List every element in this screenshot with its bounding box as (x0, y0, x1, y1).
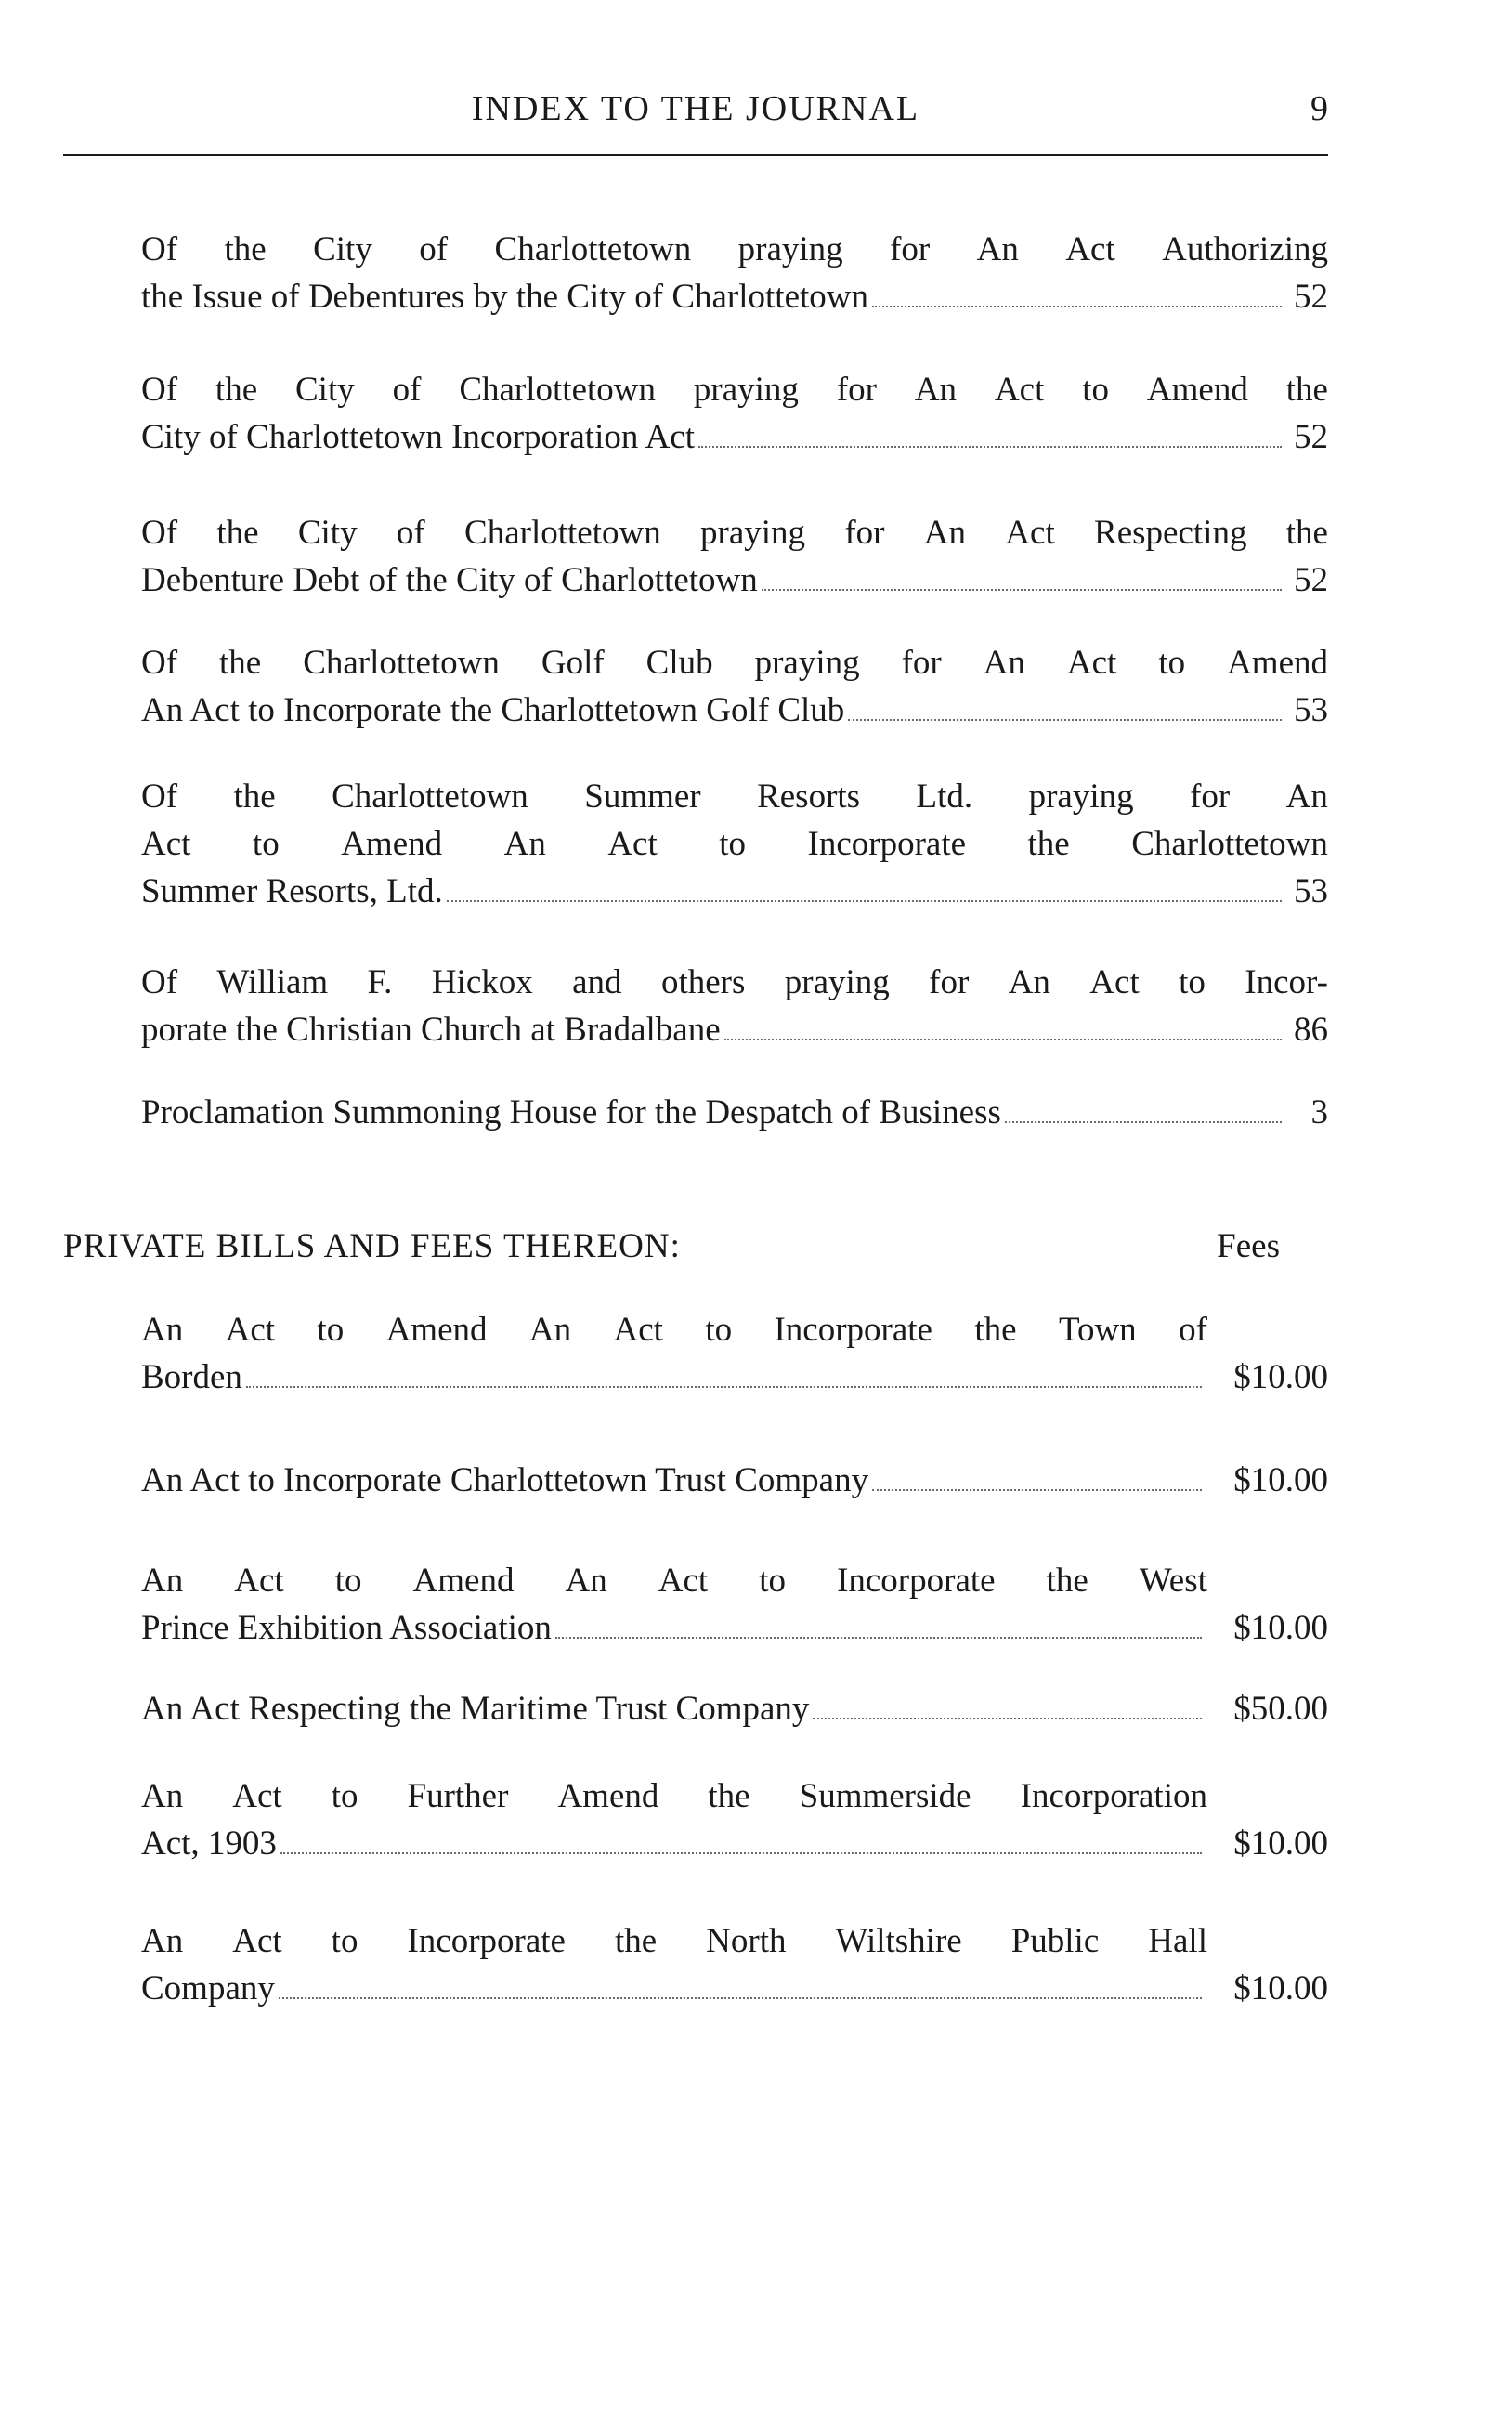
entry-line (141, 773, 1328, 820)
entry-word: the (219, 644, 262, 682)
entry-word: for (836, 371, 877, 409)
entry-word: Act (994, 371, 1045, 409)
entry-word: the (1027, 825, 1070, 863)
entry-word: An (141, 1562, 184, 1600)
entry-line (141, 1604, 1328, 1652)
entry-word: Act (658, 1562, 709, 1600)
entry-text: Borden (141, 1358, 242, 1396)
dot-leader (872, 1489, 1202, 1491)
dot-leader (872, 306, 1282, 307)
entry-word: An (565, 1562, 607, 1600)
entry-word: Charlottetown (303, 644, 500, 682)
entry-word: to (705, 1311, 733, 1349)
entry-word: of (396, 514, 425, 552)
entry-word: Charlottetown (464, 514, 661, 552)
index-entry-incorporation-act-amend (141, 366, 1328, 461)
index-entry-christian-church (141, 959, 1328, 1053)
entry-word: Act (1089, 963, 1140, 1001)
entry-word: An (983, 644, 1025, 682)
entry-word: praying (1028, 778, 1134, 816)
entry-line (141, 820, 1328, 868)
page-reference: 86 (1294, 1011, 1328, 1049)
entry-word: the (233, 778, 276, 816)
entry-word: to (759, 1562, 787, 1600)
entry-word: Wiltshire (835, 1922, 962, 1960)
entry-word: Amend (385, 1311, 488, 1349)
entry-word: An (141, 1922, 184, 1960)
entry-line (141, 686, 1328, 734)
entry-word: the (1285, 514, 1328, 552)
entry-word: others (660, 963, 746, 1001)
dot-leader (246, 1386, 1202, 1388)
entry-word: Resorts (757, 778, 861, 816)
index-entry-debenture-debt (141, 509, 1328, 604)
entry-word: of (392, 371, 422, 409)
entry-word: to (331, 1777, 358, 1815)
entry-line (141, 1820, 1328, 1867)
entry-word: Ltd. (916, 778, 973, 816)
entry-word: William (216, 963, 329, 1001)
entry-word: Authorizing (1162, 230, 1328, 268)
entry-word: Hall (1148, 1922, 1207, 1960)
page-reference: 52 (1294, 418, 1328, 456)
entry-word: Amend (1146, 371, 1248, 409)
entry-word: Incor- (1245, 963, 1328, 1001)
dot-leader (698, 446, 1282, 448)
entry-word: F. (367, 963, 393, 1001)
fee-amount: $10.00 (1233, 1358, 1328, 1396)
entry-word: for (1190, 778, 1231, 816)
entry-word: of (419, 230, 449, 268)
entry-word: Incorporate (774, 1311, 932, 1349)
entry-text: Debenture Debt of the City of Charlottetown (141, 561, 758, 599)
entry-word: Of (141, 371, 178, 409)
entry-word: the (224, 230, 267, 268)
entry-word: to (1082, 371, 1110, 409)
page-reference: 3 (1310, 1093, 1328, 1131)
entry-word: Summerside (799, 1777, 971, 1815)
entry-word: Act (1065, 230, 1115, 268)
entry-word: Act (234, 1562, 284, 1600)
entry-word: Act (225, 1311, 276, 1349)
fee-amount: $50.00 (1233, 1690, 1328, 1728)
entry-word: for (901, 644, 942, 682)
entry-word: Amend (557, 1777, 659, 1815)
entry-word: Amend (1227, 644, 1328, 682)
entry-text: Proclamation Summoning House for the Despatch of Business (141, 1093, 1001, 1131)
entry-word: Public (1010, 1922, 1100, 1960)
fees-column-label: Fees (1217, 1227, 1280, 1265)
entry-text: An Act to Incorporate Charlottetown Trust Company (141, 1461, 869, 1499)
index-entry-proclamation (141, 1089, 1328, 1136)
entry-word: to (719, 825, 747, 863)
entry-word: praying (784, 963, 890, 1001)
entry-word: Act (232, 1922, 282, 1960)
entry-word: Of (141, 644, 178, 682)
entry-word: Hickox (431, 963, 533, 1001)
entry-line (141, 1306, 1207, 1353)
entry-word: Act (141, 825, 191, 863)
entry-word: to (334, 1562, 362, 1600)
entry-word: An (141, 1311, 184, 1349)
section-heading-text: PRIVATE BILLS AND FEES THEREON: (63, 1227, 681, 1265)
dot-leader (555, 1637, 1202, 1639)
index-entry-summer-resorts (141, 773, 1328, 915)
entry-text: Summer Resorts, Ltd. (141, 872, 443, 910)
entry-word: North (706, 1922, 787, 1960)
entry-word: for (929, 963, 970, 1001)
entry-word: An (923, 514, 967, 552)
entry-word: Act (607, 825, 658, 863)
entry-word: Act (613, 1311, 663, 1349)
fee-amount: $10.00 (1233, 1609, 1328, 1647)
entry-word: the (1285, 371, 1328, 409)
entry-word: praying (700, 514, 806, 552)
header-rule (63, 154, 1328, 156)
entry-word: the (974, 1311, 1017, 1349)
dot-leader (813, 1718, 1202, 1719)
entry-line (141, 413, 1328, 461)
entry-word: Charlottetown (332, 778, 528, 816)
entry-line (141, 1772, 1207, 1820)
entry-word: Of (141, 514, 178, 552)
entry-line (141, 366, 1328, 413)
bill-entry-summerside-incorporation (141, 1772, 1328, 1867)
entry-text: An Act Respecting the Maritime Trust Company (141, 1690, 810, 1728)
entry-word: the (708, 1777, 750, 1815)
entry-word: the (1046, 1562, 1088, 1600)
entry-word: Further (407, 1777, 509, 1815)
entry-line (141, 1965, 1328, 2012)
dot-leader (280, 1852, 1202, 1854)
index-entry-debentures-authorizing (141, 226, 1328, 320)
entry-text: the Issue of Debentures by the City of Charlottetown (141, 278, 868, 316)
page-reference: 53 (1294, 872, 1328, 910)
entry-word: Of (141, 778, 178, 816)
dot-leader (279, 1997, 1202, 1999)
entry-word: to (252, 825, 280, 863)
dot-leader (848, 719, 1282, 721)
entry-word: praying (754, 644, 860, 682)
entry-word: Act (232, 1777, 282, 1815)
entry-word: Of (141, 230, 178, 268)
entry-word: praying (693, 371, 799, 409)
dot-leader (1005, 1121, 1282, 1123)
entry-word: Incorporate (807, 825, 967, 863)
entry-word: An (1285, 778, 1328, 816)
entry-word: An (1008, 963, 1050, 1001)
entry-line (141, 1353, 1328, 1401)
entry-word: An (914, 371, 958, 409)
entry-line (141, 868, 1328, 915)
entry-word: Act (1066, 644, 1117, 682)
entry-line (141, 959, 1328, 1006)
dot-leader (762, 589, 1282, 591)
entry-text: An Act to Incorporate the Charlottetown Golf Club (141, 691, 845, 729)
section-heading-private-bills (63, 1223, 1280, 1270)
dot-leader (724, 1039, 1282, 1040)
fee-amount: $10.00 (1233, 1969, 1328, 2007)
entry-word: for (844, 514, 885, 552)
entry-text: City of Charlottetown Incorporation Act (141, 418, 695, 456)
bill-entry-west-prince-exhibition (141, 1557, 1328, 1652)
entry-word: Charlottetown (494, 230, 692, 268)
entry-word: An (528, 1311, 572, 1349)
entry-word: Amend (412, 1562, 515, 1600)
entry-word: Charlottetown (1131, 825, 1328, 863)
page-reference: 53 (1294, 691, 1328, 729)
page-header (63, 88, 1328, 144)
fee-amount: $10.00 (1233, 1461, 1328, 1499)
entry-line (141, 226, 1328, 273)
page-reference: 52 (1294, 561, 1328, 599)
entry-word: and (572, 963, 622, 1001)
entry-line (141, 1457, 1328, 1504)
entry-word: to (1179, 963, 1206, 1001)
entry-word: Incorporation (1020, 1777, 1207, 1815)
entry-word: the (215, 371, 258, 409)
page-reference: 52 (1294, 278, 1328, 316)
entry-word: City (313, 230, 372, 268)
entry-word: to (331, 1922, 358, 1960)
entry-word: to (1158, 644, 1186, 682)
entry-word: An (976, 230, 1019, 268)
bill-entry-charlottetown-trust (141, 1457, 1328, 1504)
entry-word: Charlottetown (459, 371, 657, 409)
entry-line (141, 639, 1328, 686)
entry-word: to (317, 1311, 345, 1349)
index-entry-golf-club (141, 639, 1328, 734)
running-title: INDEX TO THE JOURNAL (471, 89, 920, 128)
entry-line (141, 556, 1328, 604)
entry-word: Amend (341, 825, 443, 863)
entry-word: Club (645, 644, 713, 682)
fee-amount: $10.00 (1233, 1824, 1328, 1863)
dot-leader (447, 900, 1282, 902)
entry-line (141, 1089, 1328, 1136)
entry-word: Incorporate (837, 1562, 996, 1600)
entry-text: Company (141, 1969, 275, 2007)
entry-line (141, 273, 1328, 320)
entry-word: City (297, 514, 358, 552)
page-number: 9 (1310, 89, 1328, 128)
entry-text: porate the Christian Church at Bradalbane (141, 1011, 721, 1049)
entry-word: the (216, 514, 259, 552)
entry-word: Incorporate (407, 1922, 566, 1960)
entry-word: of (1179, 1311, 1207, 1349)
entry-line (141, 1557, 1207, 1604)
entry-word: the (614, 1922, 658, 1960)
bill-entry-north-wiltshire-hall (141, 1917, 1328, 2012)
entry-word: Of (141, 963, 178, 1001)
entry-word: An (503, 825, 546, 863)
entry-word: for (890, 230, 931, 268)
entry-word: City (295, 371, 355, 409)
entry-word: Respecting (1094, 514, 1247, 552)
entry-word: Summer (584, 778, 701, 816)
entry-word: Town (1058, 1311, 1137, 1349)
entry-word: West (1139, 1562, 1207, 1600)
bill-entry-town-of-borden (141, 1306, 1328, 1401)
bill-entry-maritime-trust (141, 1685, 1328, 1733)
entry-line (141, 1685, 1328, 1733)
entry-line (141, 1006, 1328, 1053)
entry-word: praying (737, 230, 843, 268)
entry-word: Act (1005, 514, 1055, 552)
entry-text: Act, 1903 (141, 1824, 277, 1863)
entry-word: An (141, 1777, 184, 1815)
entry-line (141, 509, 1328, 556)
entry-line (141, 1917, 1207, 1965)
entry-text: Prince Exhibition Association (141, 1609, 552, 1647)
entry-word: Golf (541, 644, 605, 682)
